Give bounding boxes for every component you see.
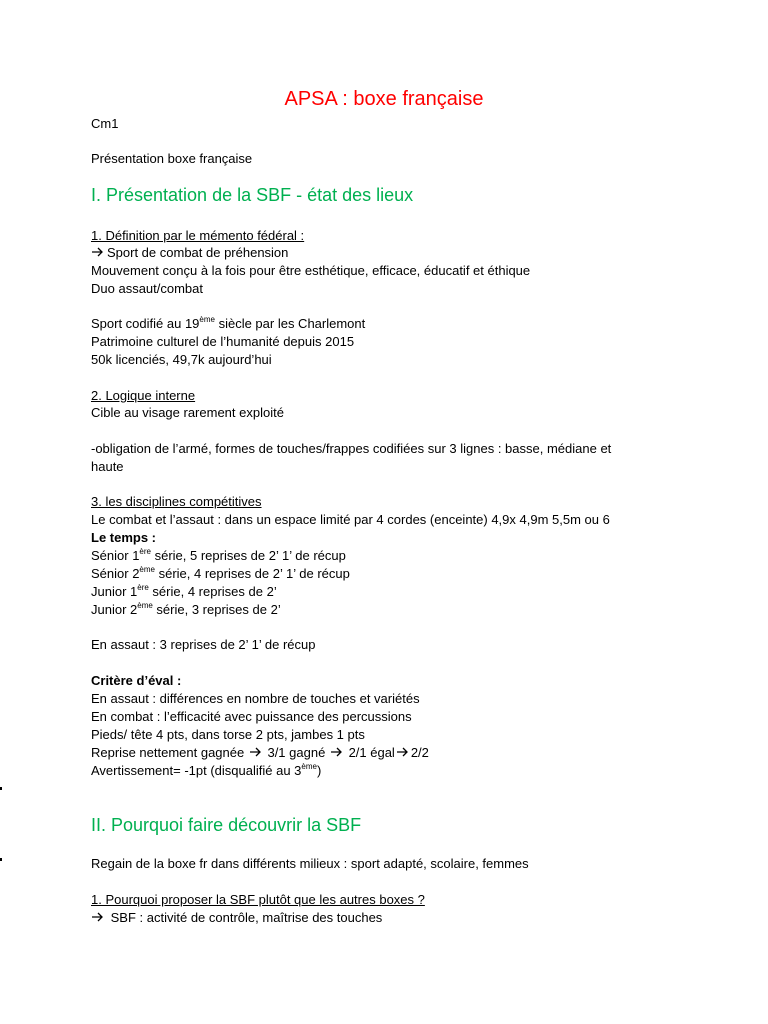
- senior-2-sup: ème: [139, 565, 155, 574]
- subsection-1-3-heading: 3. les disciplines compétitives: [91, 494, 262, 509]
- section-2-line-1: Regain de la boxe fr dans différents milieux : sport adapté, scolaire, femmes: [91, 856, 529, 871]
- criteria-5-sup: ème: [301, 762, 317, 771]
- subsection-1-2-heading: 2. Logique interne: [91, 388, 196, 403]
- section-2-arrow-line: [91, 909, 382, 927]
- criteria-4-d: 2/2: [410, 745, 429, 760]
- junior-1-post: série, 4 reprises de 2’: [148, 584, 277, 599]
- definition-line-2: Mouvement conçu à la fois pour être esthétique, efficace, éducatif et éthique: [91, 263, 531, 278]
- criteria-line-2: En combat : l’efficacité avec puissance des percussions: [91, 709, 412, 724]
- definition-text: Sport de combat de préhension: [107, 245, 289, 260]
- document-title: APSA : boxe française: [284, 88, 484, 110]
- senior-2-pre: Sénior 2: [91, 566, 140, 581]
- definition-line-3: Duo assaut/combat: [91, 281, 204, 296]
- margin-mark: [0, 858, 2, 861]
- section-2-heading: II. Pourquoi faire découvrir la SBF: [91, 815, 362, 835]
- criteria-4-b: 3/1 gagné: [267, 745, 326, 760]
- senior-2-line: [91, 565, 350, 583]
- criteria-line-1: En assaut : différences en nombre de touches et variétés: [91, 691, 420, 706]
- senior-1-line: [91, 547, 346, 565]
- right-arrow-icon: [329, 744, 345, 762]
- logic-line-2: -obligation de l’armé, formes de touches/frappes codifiées sur 3 lignes : basse, médiane et: [91, 441, 612, 456]
- right-arrow-icon: [91, 244, 107, 262]
- criteria-line-5: [91, 762, 321, 780]
- junior-1-sup: ère: [137, 583, 149, 592]
- time-label: Le temps :: [91, 530, 157, 545]
- history-text-post: siècle par les Charlemont: [214, 316, 366, 331]
- senior-2-post: série, 4 reprises de 2’ 1’ de récup: [154, 566, 350, 581]
- senior-1-pre: Sénior 1: [91, 548, 140, 563]
- senior-1-post: série, 5 reprises de 2’ 1’ de récup: [150, 548, 346, 563]
- definition-arrow-line: [91, 244, 288, 262]
- assaut-line: En assaut : 3 reprises de 2’ 1’ de récup: [91, 637, 316, 652]
- criteria-4-a: Reprise nettement gagnée: [91, 745, 245, 760]
- criteria-5-pre: Avertissement= -1pt (disqualifié au 3: [91, 763, 302, 778]
- history-line-2: Patrimoine culturel de l’humanité depuis 2015: [91, 334, 355, 349]
- disciplines-line-1: Le combat et l’assaut : dans un espace limité par 4 cordes (enceinte) 4,9x 4,9m 5,5m ou 6: [91, 512, 610, 527]
- right-arrow-icon: [248, 744, 264, 762]
- right-arrow-icon: [91, 909, 107, 927]
- logic-line-3: haute: [91, 459, 124, 474]
- history-line-1: [91, 315, 365, 333]
- section-2-arrow-text: SBF : activité de contrôle, maîtrise des touches: [110, 910, 383, 925]
- criteria-4-c: 2/1 égal: [348, 745, 395, 760]
- subsection-1-1-heading: 1. Définition par le mémento fédéral :: [91, 228, 305, 243]
- junior-2-post: série, 3 reprises de 2’: [152, 602, 281, 617]
- section-1-heading: I. Présentation de la SBF - état des lieux: [91, 185, 414, 205]
- junior-2-line: [91, 601, 281, 619]
- criteria-5-post: ): [316, 763, 322, 778]
- subsection-2-1-heading: 1. Pourquoi proposer la SBF plutôt que les autres boxes ?: [91, 892, 425, 907]
- senior-1-sup: ère: [139, 547, 151, 556]
- margin-mark: [0, 787, 2, 790]
- history-text-pre: Sport codifié au 19: [91, 316, 200, 331]
- presentation-line: Présentation boxe française: [91, 151, 253, 166]
- junior-2-pre: Junior 2: [91, 602, 138, 617]
- right-arrow-icon: [395, 744, 411, 762]
- criteria-line-3: Pieds/ tête 4 pts, dans torse 2 pts, jambes 1 pts: [91, 727, 365, 742]
- junior-2-sup: ème: [137, 601, 153, 610]
- course-code: Cm1: [91, 116, 119, 131]
- junior-1-line: [91, 583, 277, 601]
- criteria-line-4: [91, 744, 429, 762]
- logic-line-1: Cible au visage rarement exploité: [91, 405, 284, 420]
- history-sup: ème: [199, 315, 215, 324]
- history-line-3: 50k licenciés, 49,7k aujourd’hui: [91, 352, 272, 367]
- criteria-label: Critère d’éval :: [91, 673, 182, 688]
- junior-1-pre: Junior 1: [91, 584, 138, 599]
